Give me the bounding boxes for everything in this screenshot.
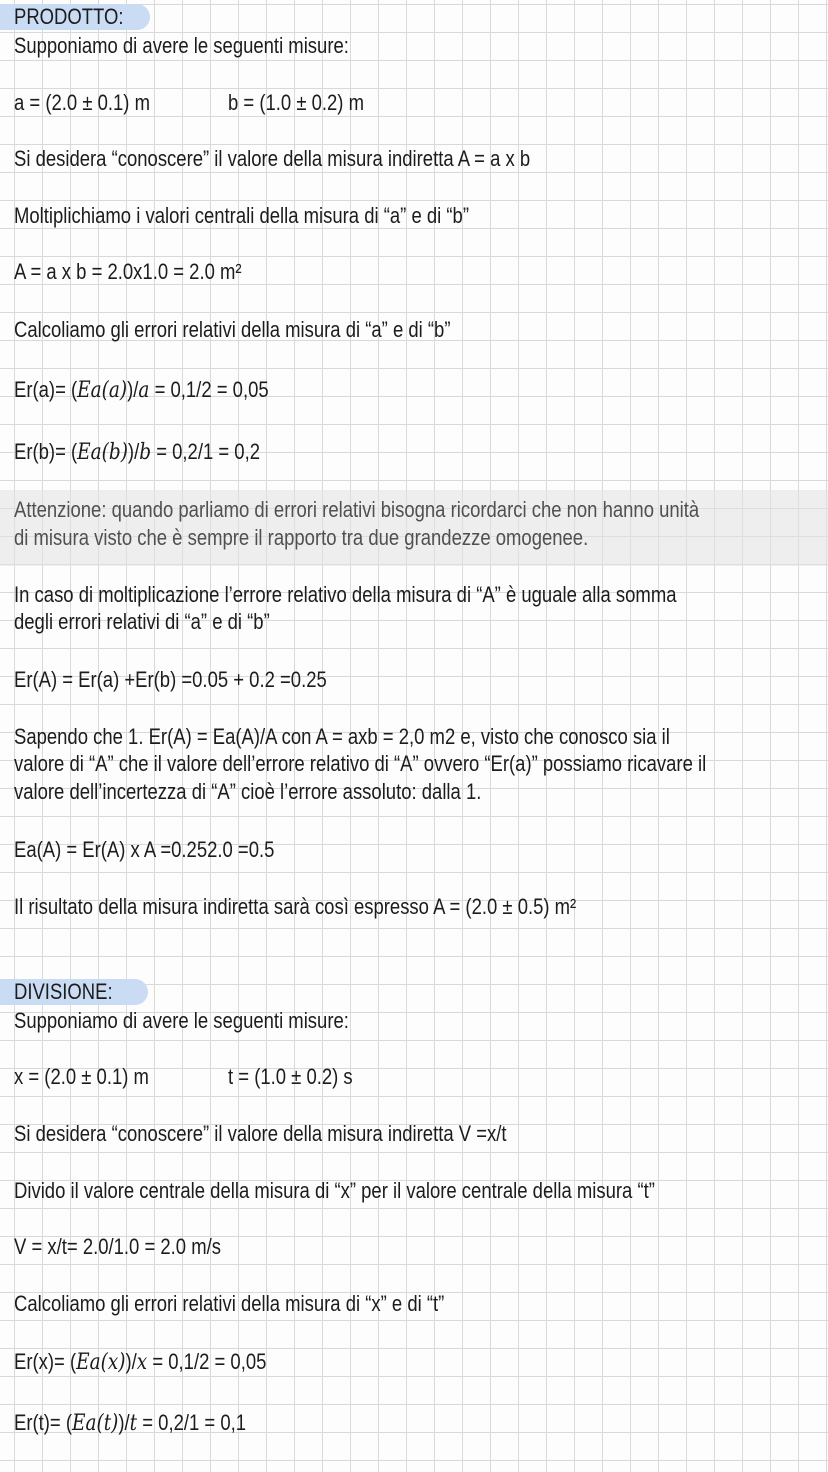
formula-part: = 0,1/2 = 0,05 (149, 377, 269, 402)
central-value: V = x/t= 2.0/1.0 = 2.0 m/s (14, 1234, 221, 1259)
measure-x: x = (2.0 ± 0.1) m (14, 1064, 149, 1089)
explanation-text: valore di “A” che il valore dell’errore relativo di “A” ovvero “Er(a)” possiamo ricavare il (14, 751, 707, 776)
note-block (0, 490, 828, 566)
formula-er-b (14, 438, 260, 467)
step-text: Calcoliamo gli errori relativi della misura di “x” e di “t” (14, 1291, 445, 1316)
formula-part: Er(a)= ( (14, 377, 78, 402)
formula-math: t (129, 1411, 138, 1436)
formula-math: b (139, 440, 152, 465)
goal-text: Si desidera “conoscere” il valore della misura indiretta A = a x b (14, 146, 531, 171)
formula-part: )/ (127, 377, 139, 402)
formula-math: x (136, 1350, 148, 1375)
formula-math: a (138, 378, 150, 403)
measure-b: b = (1.0 ± 0.2) m (228, 90, 364, 115)
note-line: di misura visto che è sempre il rapporto tra due grandezze omogenee. (14, 525, 589, 550)
intro-text: Supponiamo di avere le seguenti misure: (14, 1008, 349, 1033)
formula-part: = 0,1/2 = 0,05 (147, 1349, 267, 1374)
formula-part: )/ (125, 1349, 137, 1374)
formula-er-x (14, 1348, 266, 1377)
intro-text: Supponiamo di avere le seguenti misure: (14, 33, 349, 58)
formula-er-a (14, 376, 269, 405)
formula-er-t (14, 1409, 246, 1438)
step-text: Calcoliamo gli errori relativi della misura di “a” e di “b” (14, 317, 451, 342)
section-heading-prodotto: PRODOTTO: (14, 4, 124, 29)
measure-a: a = (2.0 ± 0.1) m (14, 90, 150, 115)
explanation-text: valore dell’incertezza di “A” cioè l’errore assoluto: dalla 1. (14, 779, 482, 804)
rule-text: degli errori relativi di “a” e di “b” (14, 609, 270, 634)
step-text: Divido il valore centrale della misura di “x” per il valore centrale della misura “t” (14, 1178, 655, 1203)
formula-part: )/ (127, 439, 140, 464)
formula-er-A: Er(A) = Er(a) +Er(b) =0.05 + 0.2 =0.25 (14, 667, 327, 692)
step-text: Moltiplichiamo i valori centrali della misura di “a” e di “b” (14, 203, 469, 228)
formula-ea-A: Ea(A) = Er(A) x A =0.252.0 =0.5 (14, 837, 275, 862)
result-text: Il risultato della misura indiretta sarà così espresso A = (2.0 ± 0.5) m² (14, 894, 577, 919)
formula-part: )/ (118, 1410, 130, 1435)
formula-part: Er(b)= ( (14, 439, 78, 464)
central-value: A = a x b = 2.0x1.0 = 2.0 m² (14, 259, 242, 284)
section-heading-divisione: DIVISIONE: (14, 979, 113, 1004)
formula-part: Er(t)= ( (14, 1410, 73, 1435)
formula-part: = 0,2/1 = 0,2 (151, 439, 260, 464)
note-line: Attenzione: quando parliamo di errori relativi bisogna ricordarci che non hanno unità (14, 497, 700, 522)
formula-part: Er(x)= ( (14, 1349, 77, 1374)
formula-math: Ea(a) (77, 378, 128, 403)
goal-text: Si desidera “conoscere” il valore della misura indiretta V =x/t (14, 1121, 507, 1146)
measure-t: t = (1.0 ± 0.2) s (228, 1064, 353, 1089)
formula-math: Ea(t) (72, 1411, 119, 1436)
formula-part: = 0,2/1 = 0,1 (137, 1410, 247, 1435)
rule-text: In caso di moltiplicazione l’errore relativo della misura di “A” è uguale alla somma (14, 582, 677, 607)
formula-math: Ea(x) (76, 1350, 126, 1375)
explanation-text: Sapendo che 1. Er(A) = Ea(A)/A con A = axb = 2,0 m2 e, visto che conosco sia il (14, 724, 670, 749)
formula-math: Ea(b) (77, 440, 128, 465)
